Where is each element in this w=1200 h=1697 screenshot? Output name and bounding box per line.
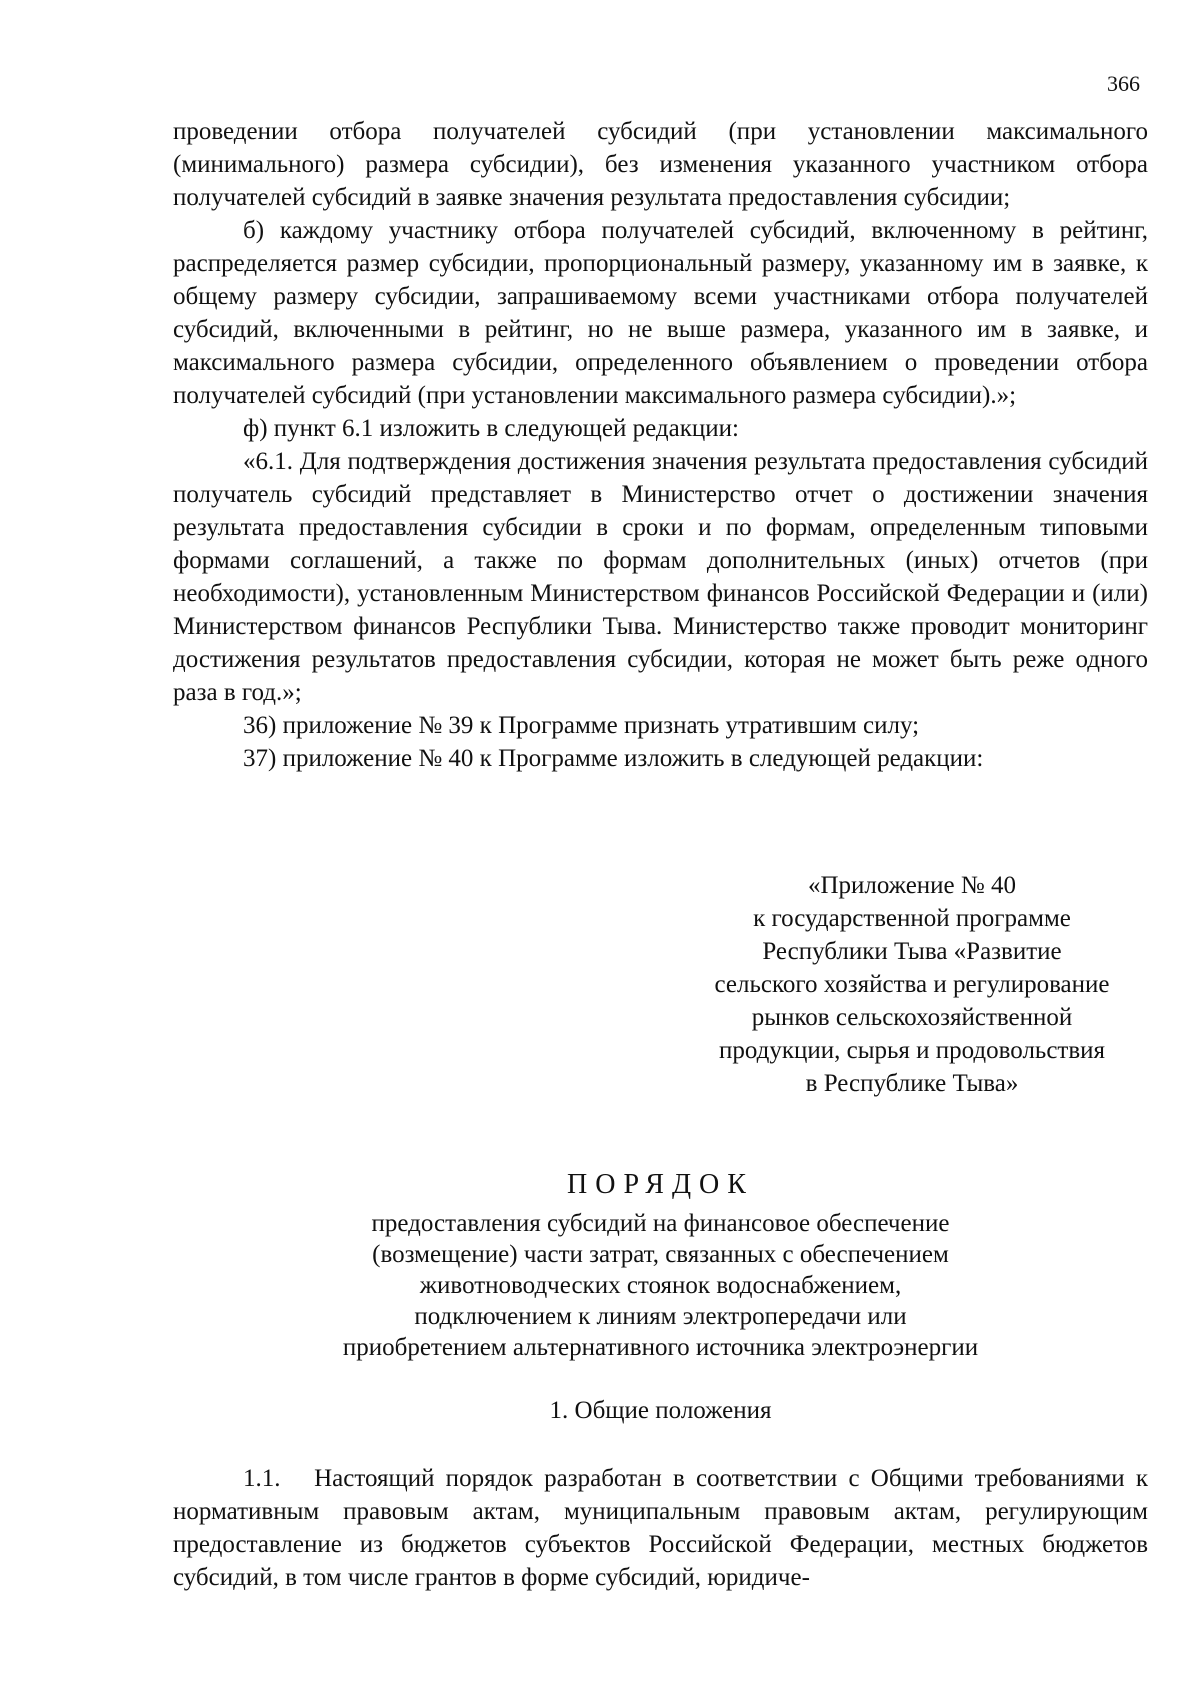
paragraph-clause-6-1: «6.1. Для подтверждения достижения значения результата предоставления субсидий получатель субсидий представляет в Министерство отчет о достижении значения результата предоставления субсидии в сроки и по формам, определенным типовыми формами соглашений, а также по формам дополнительных (иных) отчетов (при необходимости), установленным Министерством финансов Российской Федерации и (или) Министерством финансов Республики Тыва. Министерство также проводит мониторинг достижения результатов предоставления субсидии, которая не может быть реже одного раза в год.»; [173,448,1148,706]
appendix-line: к государственной программе [753,905,1071,932]
paragraph-item-37: 37) приложение № 40 к Программе изложить в следующей редакции: [243,745,984,772]
body-text [173,115,1148,775]
paragraph-item-f: ф) пункт 6.1 изложить в следующей редакции: [243,415,739,442]
subtitle-line: подключением к линиям электропередачи или [414,1303,907,1330]
document-subtitle [173,1208,1148,1363]
appendix-line: рынков сельскохозяйственной [751,1004,1073,1031]
page-number: 366 [1107,71,1140,96]
appendix-header [682,869,1142,1100]
paragraph-clause-1-1: 1.1. Настоящий порядок разработан в соответствии с Общими требованиями к нормативным правовым актам, муниципальным правовым актам, регулирующим предоставление из бюджетов субъектов Российской Федерации, местных бюджетов субсидий, в том числе грантов в форме субсидий, юридиче- [173,1465,1148,1591]
section-heading: 1. Общие положения [549,1397,772,1424]
appendix-line: продукции, сырья и продовольствия [718,1037,1106,1064]
subtitle-line: животноводческих стоянок водоснабжением, [419,1272,902,1299]
section-body [173,1462,1148,1594]
subtitle-line: приобретением альтернативного источника электроэнергии [342,1334,979,1361]
appendix-line: Республики Тыва «Развитие [762,938,1062,965]
paragraph-item-b: б) каждому участнику отбора получателей субсидий, включенному в рейтинг, распределяется размер субсидии, пропорциональный размеру, указанному им в заявке, к общему размеру субсидии, запрашиваемому всеми участниками отбора получателей субсидий, включенными в рейтинг, но не выше размера, указанного им в заявке, и максимального размера субсидии, определенного объявлением о проведении отбора получателей субсидий (при установлении максимального размера субсидии).»; [173,217,1148,409]
paragraph-item-36: 36) приложение № 39 к Программе признать утратившим силу; [243,712,920,739]
document-title: ПОРЯДОК [567,1169,754,1200]
appendix-line: «Приложение № 40 [807,872,1017,899]
subtitle-line: предоставления субсидий на финансовое обеспечение [371,1210,950,1237]
paragraph-continuation: проведении отбора получателей субсидий (при установлении максимального (минимального) размера субсидии), без изменения указанного участником отбора получателей субсидий в заявке значения результата предоставления субсидии; [173,118,1148,211]
subtitle-line: (возмещение) части затрат, связанных с обеспечением [372,1241,949,1268]
appendix-line: в Республике Тыва» [805,1070,1019,1097]
appendix-line: сельского хозяйства и регулирование [714,971,1110,998]
